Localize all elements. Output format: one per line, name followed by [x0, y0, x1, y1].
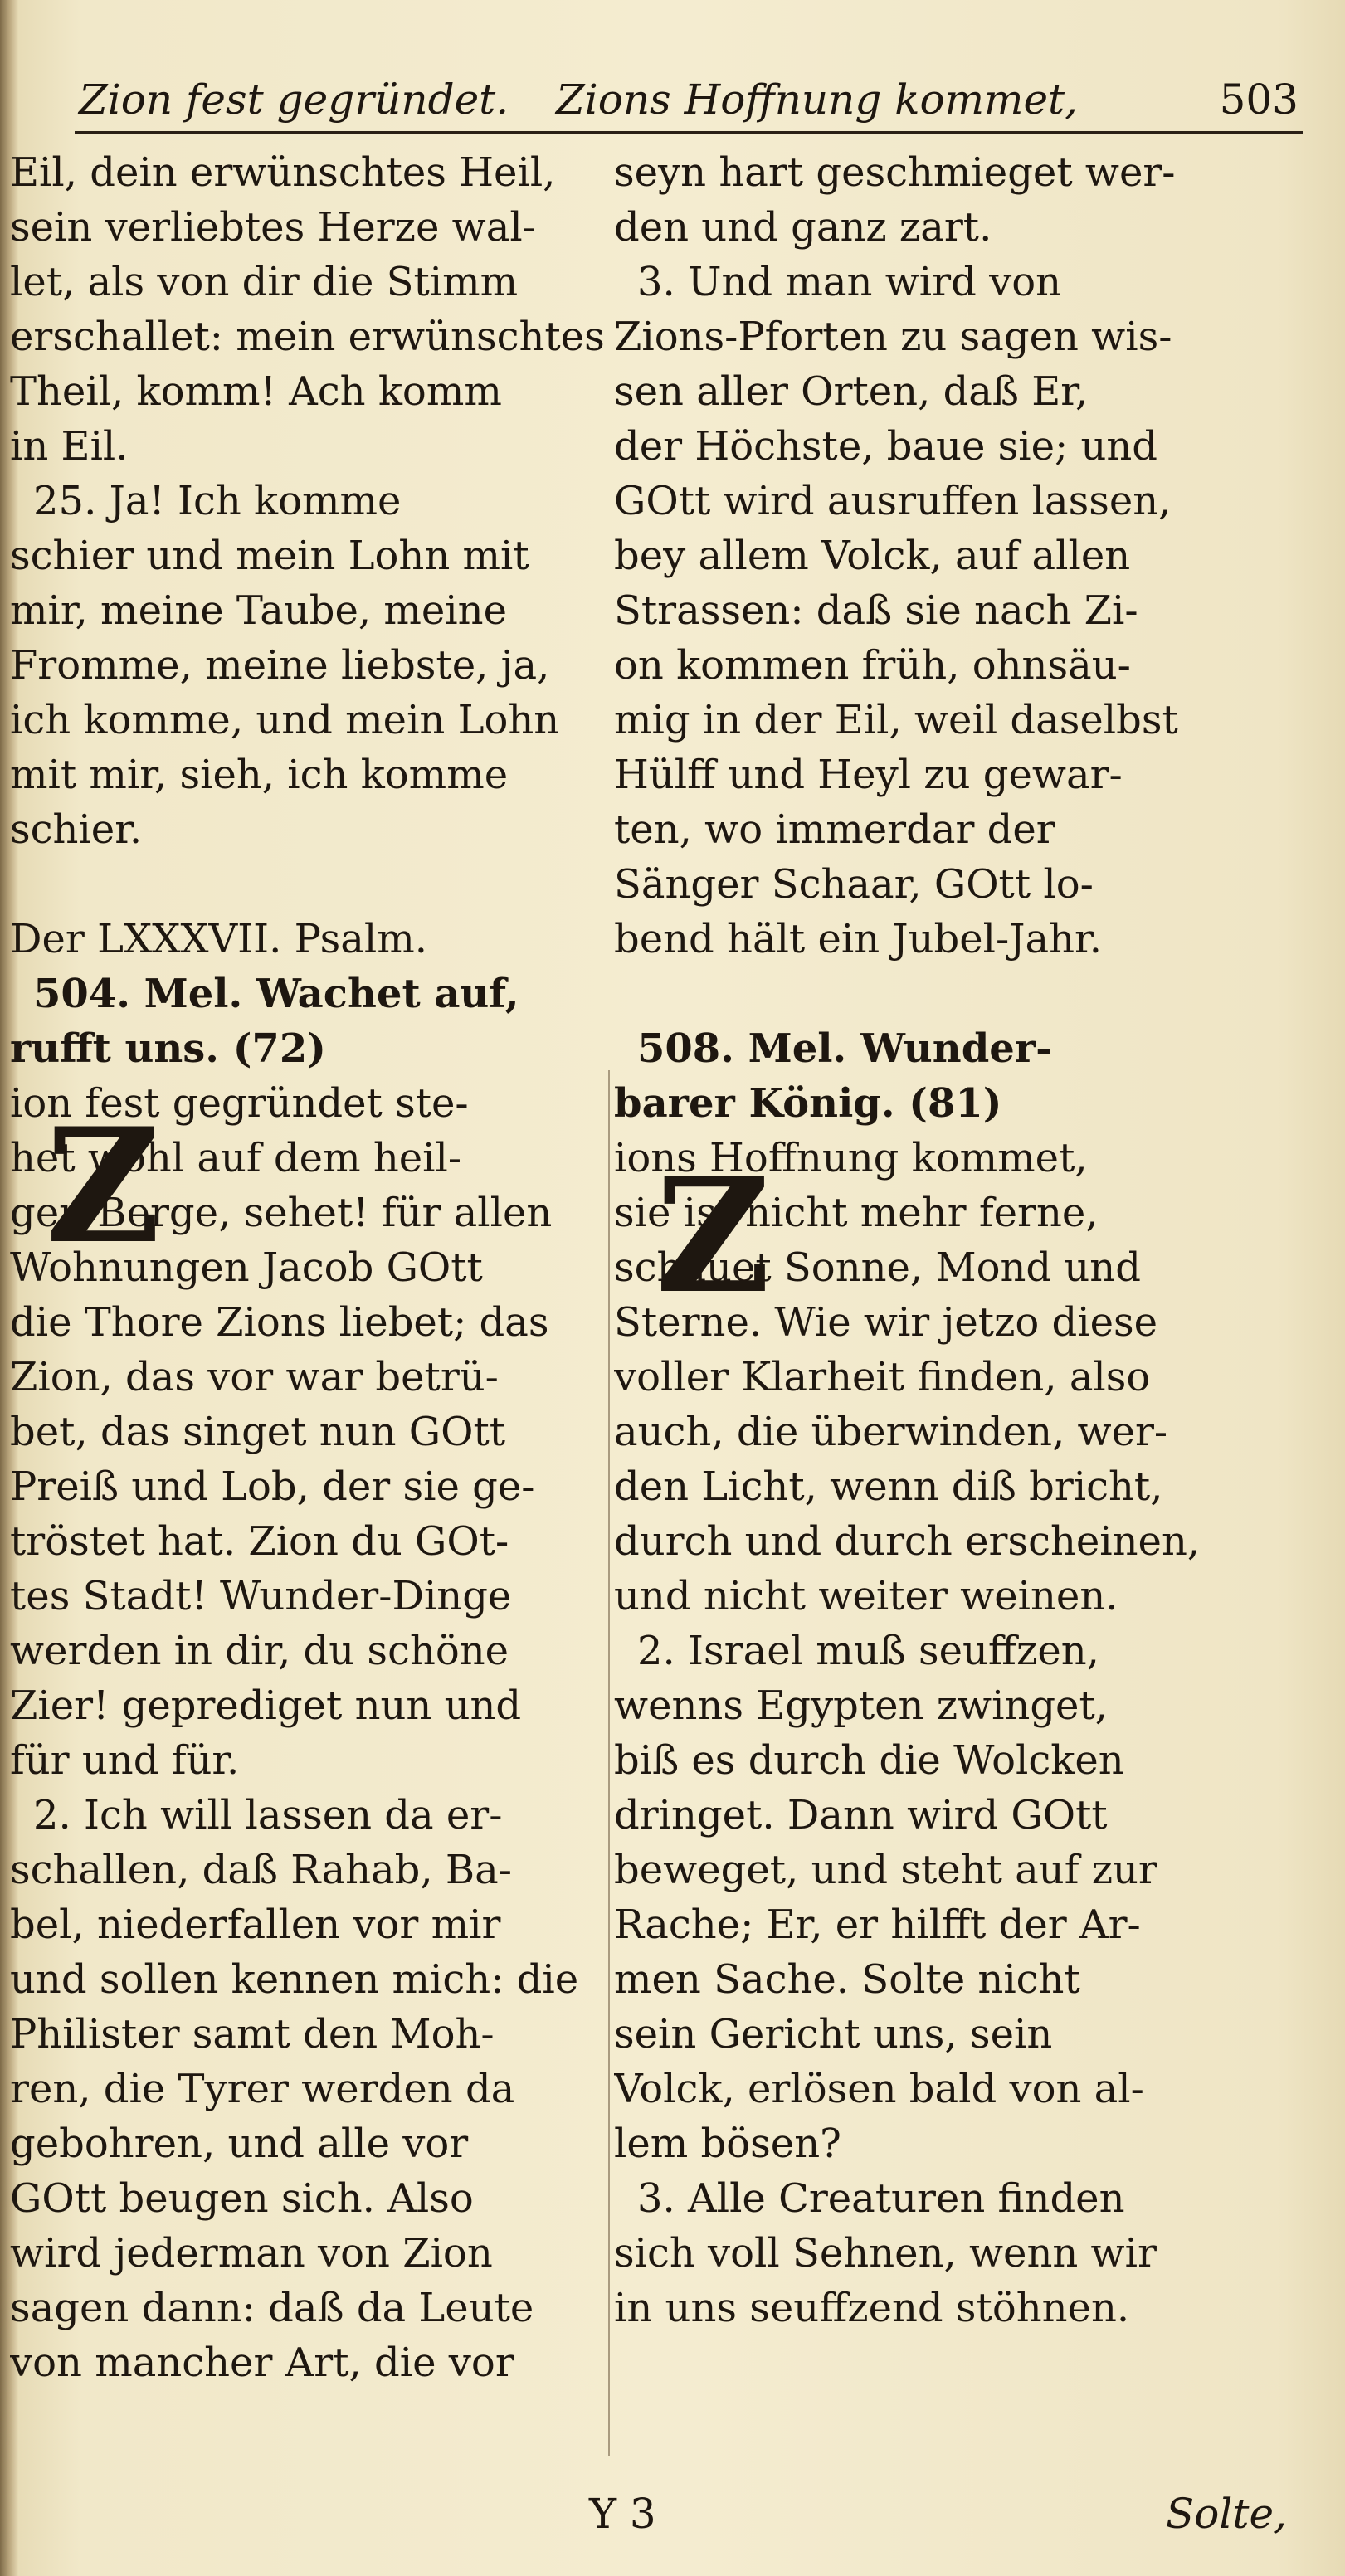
right-column-line: sich voll Sehnen, wenn wir: [614, 2230, 1157, 2277]
right-column-line: ions Hoffnung kommet,: [614, 1135, 1088, 1181]
left-column-line: tröstet hat. Zion du GOt-: [10, 1518, 509, 1565]
left-column-line: Der LXXXVII. Psalm.: [10, 916, 427, 962]
left-column-line: ich komme, und mein Lohn: [10, 697, 560, 743]
right-column-line: und nicht weiter weinen.: [614, 1573, 1118, 1619]
left-column-line: gen Berge, sehet! für allen: [10, 1190, 553, 1236]
right-column-line: in uns seuffzend stöhnen.: [614, 2285, 1130, 2331]
right-column-line: men Sache. Solte nicht: [614, 1956, 1080, 2003]
right-column-line: wenns Egypten zwinget,: [614, 1682, 1109, 1729]
right-column-line: Hülff und Heyl zu gewar-: [614, 752, 1123, 798]
right-column-line: 2. Israel muß seuffzen,: [637, 1628, 1099, 1674]
right-column-line: Zions-Pforten zu sagen wis-: [614, 314, 1172, 360]
left-column-line: die Thore Zions liebet; das: [10, 1299, 549, 1346]
running-head: [79, 71, 1299, 129]
drop-cap-left: Z: [46, 1093, 161, 1278]
left-column-line: bet, das singet nun GOtt: [10, 1409, 506, 1455]
right-column-line: Sterne. Wie wir jetzo diese: [614, 1299, 1158, 1346]
left-column-line: Preiß und Lob, der sie ge-: [10, 1463, 535, 1510]
right-column-line: bend hält ein Jubel-Jahr.: [614, 916, 1102, 962]
right-column-line: schauet Sonne, Mond und: [614, 1244, 1141, 1291]
catchword: Solte,: [1166, 2490, 1287, 2538]
left-column-line: het wohl auf dem heil-: [10, 1135, 462, 1181]
left-column-line: schier.: [10, 806, 143, 853]
left-column-line: schallen, daß Rahab, Ba-: [10, 1847, 512, 1893]
left-column-line: mit mir, sieh, ich komme: [10, 752, 509, 798]
right-column-line: lem bösen?: [614, 2121, 841, 2167]
left-column-line: sein verliebtes Herze wal-: [10, 204, 536, 251]
left-column-line: ren, die Tyrer werden da: [10, 2066, 515, 2112]
left-column-line: [10, 857, 612, 912]
right-column-line: der Höchste, baue sie; und: [614, 423, 1158, 470]
right-column-line: sen aller Orten, daß Er,: [614, 368, 1089, 415]
left-column-line: in Eil.: [10, 423, 129, 470]
left-column-line: mir, meine Taube, meine: [10, 587, 507, 634]
left-column-line: Zier! geprediget nun und: [10, 1682, 522, 1729]
right-column-line: barer König. (81): [614, 1080, 1002, 1127]
column-divider: [608, 1070, 610, 2456]
right-column-line: auch, die überwinden, wer-: [614, 1409, 1168, 1455]
running-head-middle: Zions Hoffnung kommet,: [556, 75, 1079, 124]
right-column-line: 3. Und man wird von: [637, 259, 1062, 305]
right-column-line: Rache; Er, er hilfft der Ar-: [614, 1902, 1141, 1948]
left-column-line: bel, niederfallen vor mir: [10, 1902, 501, 1948]
right-column-line: ten, wo immerdar der: [614, 806, 1055, 853]
right-column-line: sein Gericht uns, sein: [614, 2011, 1053, 2057]
drop-cap-right: Z: [655, 1143, 771, 1328]
left-column-line: Eil, dein erwünschtes Heil,: [10, 149, 556, 196]
right-column-line: biß es durch die Wolcken: [614, 1737, 1124, 1784]
left-column-line: erschallet: mein erwünschtes: [10, 314, 605, 360]
signature-mark: Y 3: [589, 2490, 656, 2538]
left-column-line: werden in dir, du schöne: [10, 1628, 509, 1674]
left-column-line: wird jederman von Zion: [10, 2230, 493, 2277]
right-column-line: voller Klarheit finden, also: [614, 1354, 1151, 1400]
right-column-line: mig in der Eil, weil daselbst: [614, 697, 1178, 743]
left-column-line: 2. Ich will lassen da er-: [33, 1792, 503, 1838]
left-column-line: Zion, das vor war betrü-: [10, 1354, 499, 1400]
right-column-line: sie ist nicht mehr ferne,: [614, 1190, 1099, 1236]
right-column-line: [614, 967, 1294, 1021]
page-number: 503: [1219, 75, 1299, 124]
running-head-left: Zion fest gegründet.: [79, 75, 509, 124]
left-column-line: von mancher Art, die vor: [10, 2340, 514, 2386]
left-column-line: Fromme, meine liebste, ja,: [10, 642, 550, 689]
left-column-line: gebohren, und alle vor: [10, 2121, 469, 2167]
right-column-line: beweget, und steht auf zur: [614, 1847, 1157, 1893]
left-column-line: tes Stadt! Wunder-Dinge: [10, 1573, 512, 1619]
right-column-line: durch und durch erscheinen,: [614, 1518, 1201, 1565]
left-column-line: Theil, komm! Ach komm: [10, 368, 502, 415]
right-column-line: bey allem Volck, auf allen: [614, 533, 1131, 579]
left-column-line: ion fest gegründet ste-: [10, 1080, 469, 1127]
right-column-line: den und ganz zart.: [614, 204, 992, 251]
left-column-line: für und für.: [10, 1737, 240, 1784]
right-column-line: dringet. Dann wird GOtt: [614, 1792, 1108, 1838]
right-column-line: 3. Alle Creaturen finden: [637, 2175, 1125, 2222]
right-column-line: seyn hart geschmieget wer-: [614, 149, 1176, 196]
left-column-line: sagen dann: daß da Leute: [10, 2285, 534, 2331]
left-column-line: und sollen kennen mich: die: [10, 1956, 579, 2003]
right-column-line: on kommen früh, ohnsäu-: [614, 642, 1131, 689]
left-column-line: 25. Ja! Ich komme: [33, 478, 402, 524]
left-column-line: Wohnungen Jacob GOtt: [10, 1244, 483, 1291]
left-column-line: rufft uns. (72): [10, 1025, 326, 1072]
right-column-line: Volck, erlösen bald von al-: [614, 2066, 1144, 2112]
right-column-line: GOtt wird ausruffen lassen,: [614, 478, 1172, 524]
left-column-line: GOtt beugen sich. Also: [10, 2175, 474, 2222]
left-column-line: Philister samt den Moh-: [10, 2011, 495, 2057]
header-rule: [75, 131, 1303, 134]
right-column-line: 508. Mel. Wunder-: [637, 1025, 1053, 1072]
right-column-line: Strassen: daß sie nach Zi-: [614, 587, 1138, 634]
left-column-line: schier und mein Lohn mit: [10, 533, 529, 579]
left-column-line: let, als von dir die Stimm: [10, 259, 519, 305]
left-column-line: 504. Mel. Wachet auf,: [33, 971, 519, 1017]
right-column-line: Sänger Schaar, GOtt lo-: [614, 861, 1094, 908]
right-column-line: den Licht, wenn diß bricht,: [614, 1463, 1163, 1510]
